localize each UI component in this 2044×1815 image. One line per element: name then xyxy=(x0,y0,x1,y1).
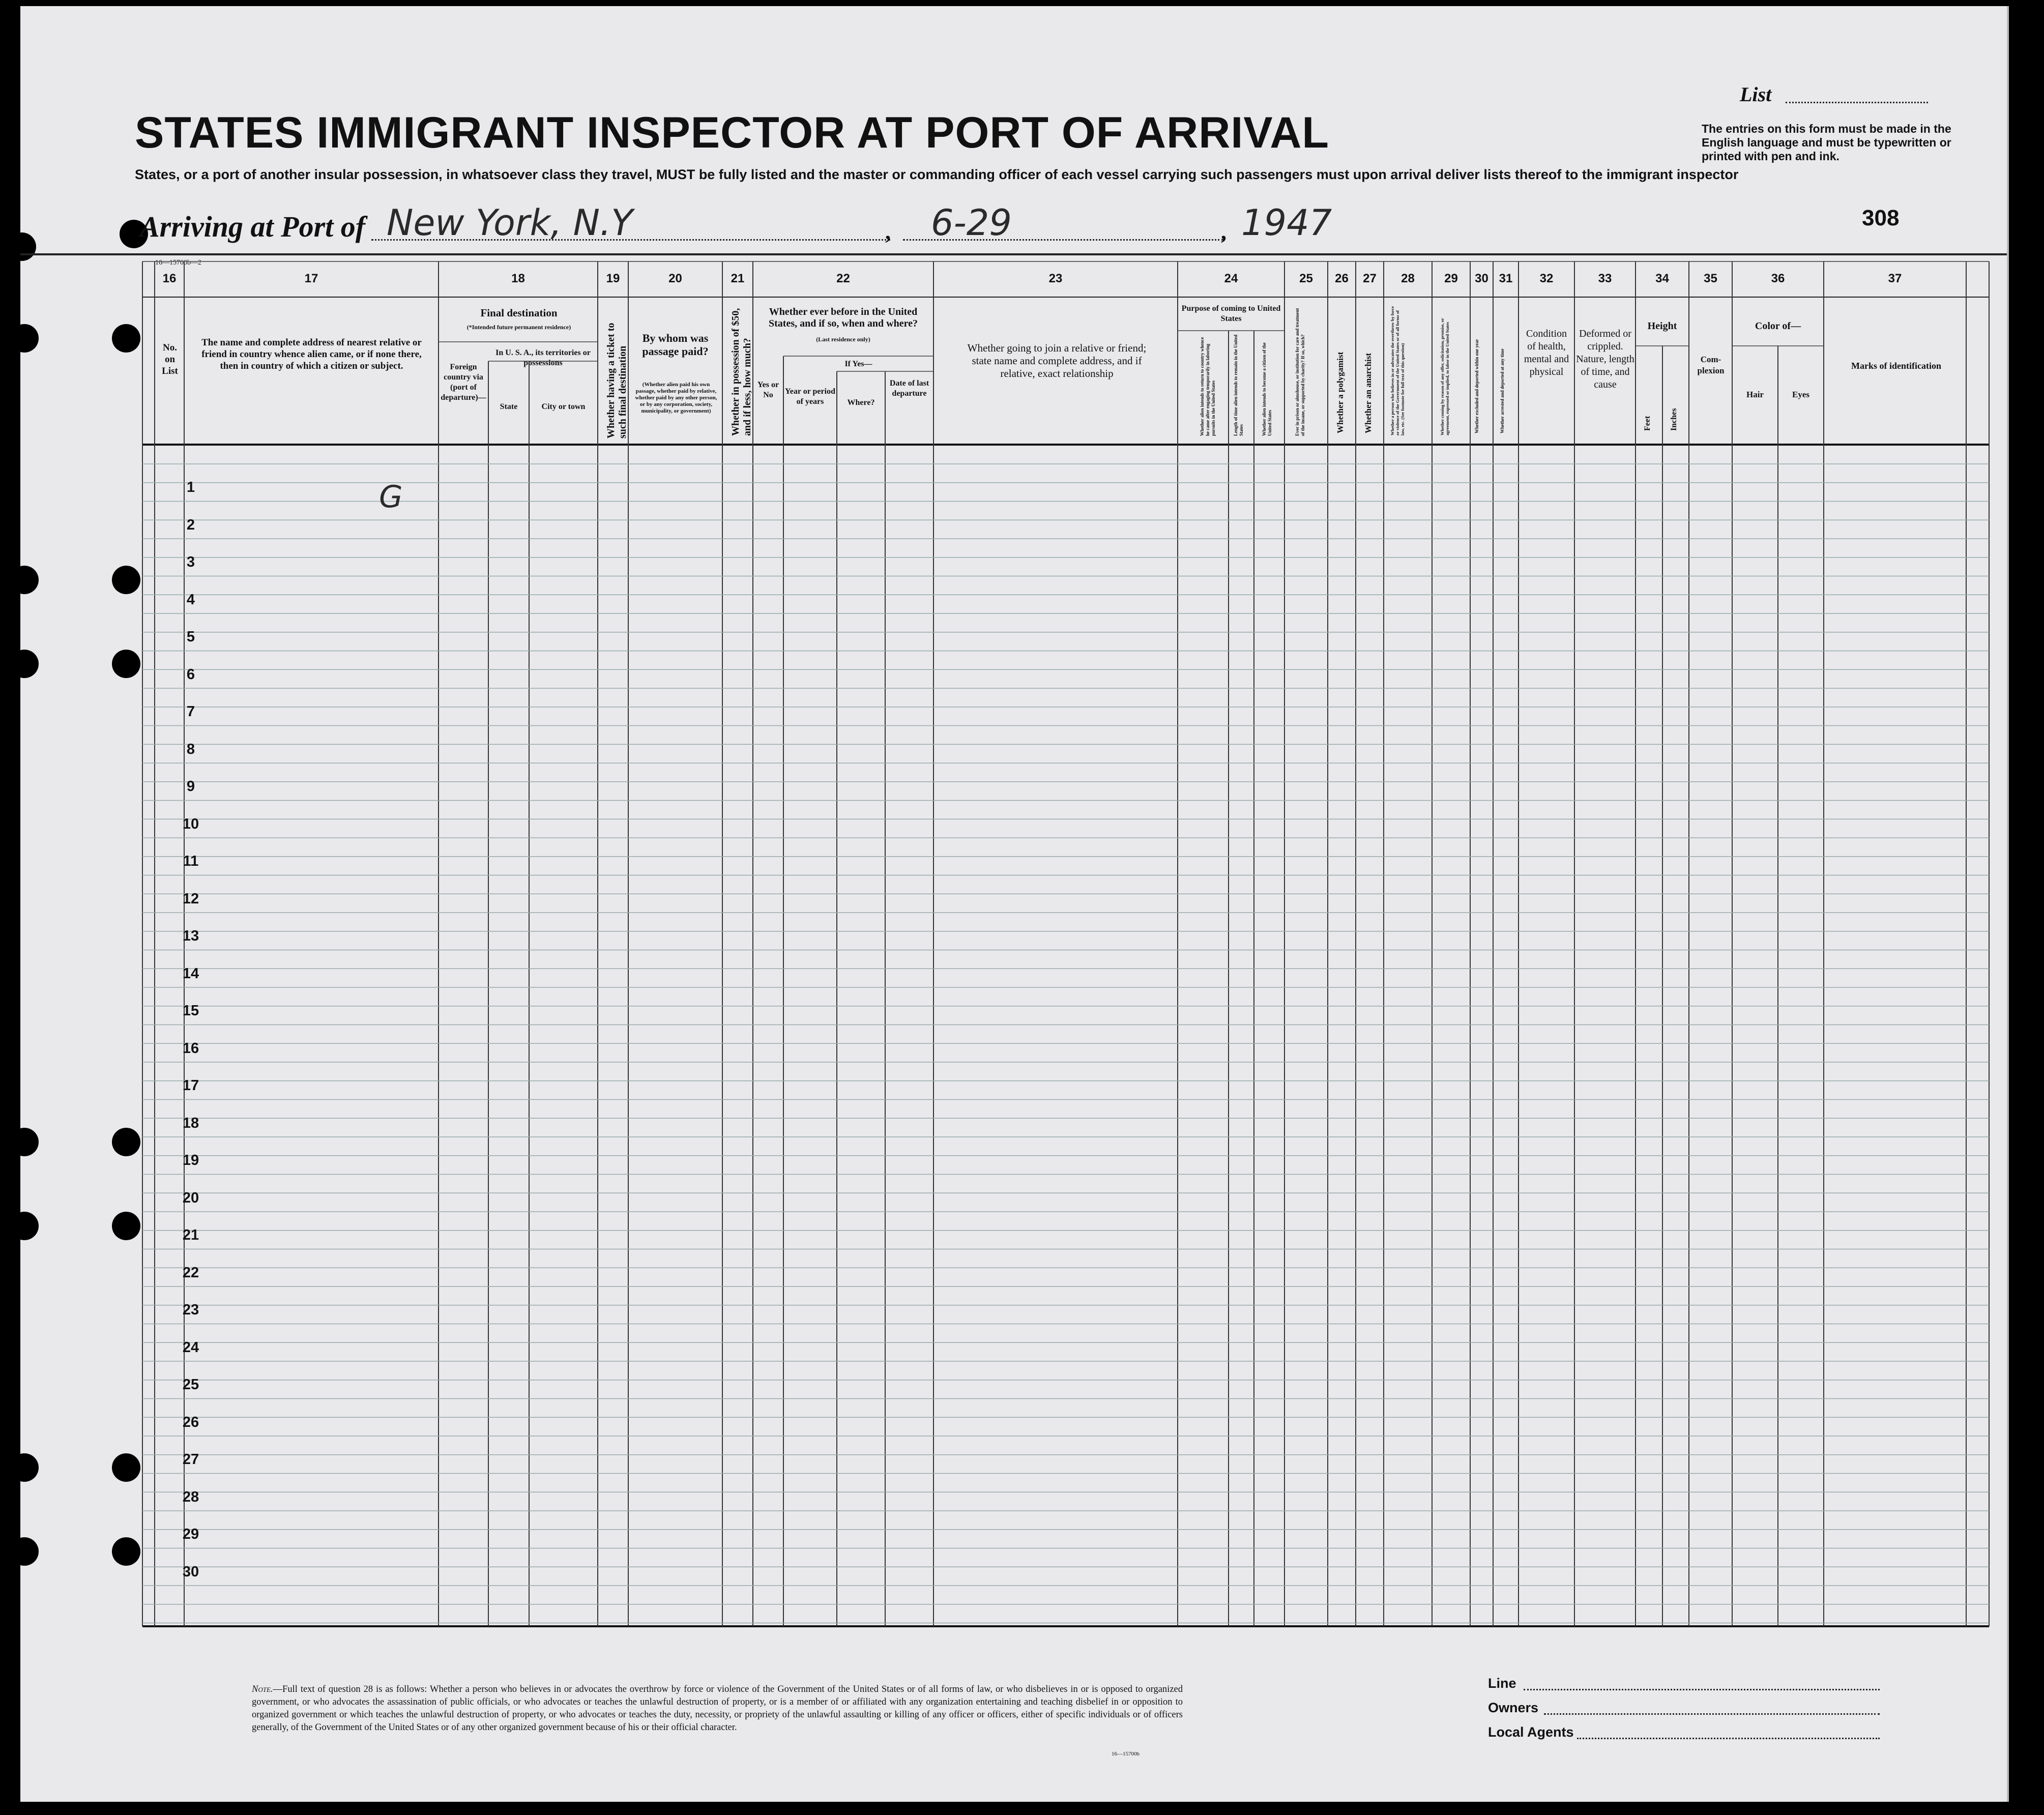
header-in-usa: In U. S. A., its territories or possessions xyxy=(495,348,591,367)
row-number: 3 xyxy=(186,554,195,570)
row-number: 26 xyxy=(182,1414,199,1430)
column-number: 28 xyxy=(1401,272,1415,285)
header-no-on-list: No. on List xyxy=(162,342,178,376)
header-purpose: Purpose of coming to United States xyxy=(1181,304,1281,323)
column-number: 27 xyxy=(1363,272,1377,285)
header-last-departure: Date of last departure xyxy=(889,379,929,398)
row-number: 28 xyxy=(182,1488,199,1505)
column-number: 16 xyxy=(162,272,177,285)
form-code: 16—15700b—2 xyxy=(155,259,201,267)
date-value: 6-29 xyxy=(931,202,1012,244)
column-number: 19 xyxy=(606,272,620,285)
row-number: 16 xyxy=(182,1040,199,1057)
column-number: 35 xyxy=(1704,272,1717,285)
arriving-label: Arriving at Port of xyxy=(140,210,366,243)
port-value: New York, N.Y xyxy=(387,202,633,244)
column-number: 36 xyxy=(1771,272,1785,285)
header-prison-charity: Ever in prison or almshouse, or institution for care and treatment of the insane, or supported by charity? If so, which? xyxy=(1295,308,1305,436)
header-inches: Inches xyxy=(1670,408,1678,431)
header-passage-paid-note: (Whether alien paid his own passage, whether paid by relative, whether paid by any other person, or by any corporation, society, municipality, or government) xyxy=(635,382,717,414)
row-number: 24 xyxy=(182,1339,199,1356)
row-number: 20 xyxy=(182,1189,199,1206)
header-complexion: Complexion xyxy=(1697,355,1725,375)
header-nearest-relative: The name and complete address of nearest relative or friend in country whence alien came, or if none there, then in country of which a citizen or subject. xyxy=(201,337,422,371)
header-ever-in-us: Whether ever before in the United States, and if so, when and where? xyxy=(769,306,918,329)
header-final-destination: Final destination xyxy=(480,307,558,319)
owners-label: Owners xyxy=(1488,1700,1539,1715)
local-agents-field[interactable] xyxy=(1577,1738,1880,1739)
header-question-28: Whether a person who believes in or advocates the overthrow by force or violence of the Government of the United States or of all forms of law, etc. (See footnote for full text of this question) xyxy=(1390,306,1405,435)
comma-separator: , xyxy=(1221,219,1227,244)
header-if-yes: If Yes— xyxy=(844,360,872,368)
row-number: 14 xyxy=(182,965,199,982)
column-number: 32 xyxy=(1539,272,1554,285)
column-number: 23 xyxy=(1048,272,1063,285)
header-purpose-length: Length of time alien intends to remain in the United States xyxy=(1233,334,1244,436)
column-number: 37 xyxy=(1888,272,1902,285)
row-number: 8 xyxy=(186,741,195,757)
header-eyes: Eyes xyxy=(1792,390,1809,399)
header-ticket: Whether having a ticket to such final destination xyxy=(605,323,628,438)
header-ever-in-us-note: (Last residence only) xyxy=(816,336,870,343)
line-field[interactable] xyxy=(1524,1689,1880,1690)
header-state: State xyxy=(500,402,518,411)
line-label: Line xyxy=(1488,1676,1516,1691)
column-number: 34 xyxy=(1655,272,1669,285)
instructions-note: The entries on this form must be made in the English language and must be typewritten or printed with pen and ink. xyxy=(1702,122,1951,163)
column-number: 17 xyxy=(304,272,318,285)
header-fifty-dollars: Whether in possession of $50, and if less, how much? xyxy=(730,308,753,436)
column-number: 18 xyxy=(511,272,525,285)
header-polygamist: Whether a polygamist xyxy=(1335,352,1345,433)
header-arrested: Whether arrested and deported at any time xyxy=(1500,348,1505,433)
local-agents-label: Local Agents xyxy=(1488,1724,1574,1740)
row-number: 17 xyxy=(182,1077,199,1094)
row-number: 23 xyxy=(182,1302,199,1318)
manifest-sheet xyxy=(20,6,2009,1802)
form-code-bottom: 16—15700b xyxy=(1112,1751,1140,1757)
header-height: Height xyxy=(1647,320,1677,332)
row-number: 30 xyxy=(182,1563,199,1580)
row-number: 25 xyxy=(182,1377,199,1393)
row-number: 19 xyxy=(182,1152,199,1168)
header-health: Condition of health, mental and physical xyxy=(1524,328,1569,377)
header-deformed: Deformed or crippled. Nature, length of time, and cause xyxy=(1576,328,1634,390)
form-title: STATES IMMIGRANT INSPECTOR AT PORT OF ARRIVAL xyxy=(135,108,1329,157)
row-number: 9 xyxy=(186,778,195,795)
row-number: 6 xyxy=(186,666,195,683)
row-number: 21 xyxy=(182,1227,199,1243)
row-number: 12 xyxy=(182,890,199,907)
column-number: 30 xyxy=(1475,272,1488,285)
column-number: 26 xyxy=(1335,272,1349,285)
row-number: 29 xyxy=(182,1526,199,1542)
row-number: 18 xyxy=(182,1115,199,1131)
sheet-number: 308 xyxy=(1862,206,1900,230)
column-number: 20 xyxy=(668,272,682,285)
header-city-or-town: City or town xyxy=(541,402,586,411)
form-subtitle: States, or a port of another insular possession, in whatsoever class they travel, MUST be fully listed and the master or commanding officer of each vessel carrying such passengers must upon arrival deliver lists thereof to the immigrant inspector xyxy=(135,167,1739,182)
owners-field[interactable] xyxy=(1544,1713,1880,1715)
header-year-period: Year or period of years xyxy=(785,387,835,406)
row-number: 15 xyxy=(182,1003,199,1019)
header-yes-no: Yes or No xyxy=(757,380,779,399)
footnote-text: —Full text of question 28 is as follows: Whether a person who believes in or advocates the overthrow by force or violence of the Government of the United States or of all forms of law, or who disbelieves in or is opposed to organized government, or who advocates the assassination of public officials, or who advocates or teaches the unlawful destruction of property, or is a member of or affiliated with any organization entertaining and teaching disbelief in or opposition to organized government or which teaches the unlawful destruction of property, or who advocates or teaches the duty, necessity, or propriety of the unlawful assaulting or killing of any officer or officers, either of specific individuals or of officers generally, of the Government of the United States or of any other organized government because of his or their official character. xyxy=(252,1684,1183,1733)
header-where: Where? xyxy=(847,398,875,407)
column-number: 33 xyxy=(1598,272,1612,285)
row-number: 22 xyxy=(182,1264,199,1281)
header-final-destination-note: (*Intended future permanent residence) xyxy=(466,324,571,331)
footnote-label: Note. xyxy=(252,1684,273,1694)
column-number: 31 xyxy=(1499,272,1513,285)
row-number: 4 xyxy=(186,591,195,608)
row-number: 27 xyxy=(182,1451,199,1468)
row-number: 10 xyxy=(182,815,199,832)
row-number: 1 xyxy=(186,479,195,495)
header-join-relative: Whether going to join a relative or friend; state name and complete address, and if relative, exact relationship xyxy=(967,342,1147,379)
column-number: 21 xyxy=(731,272,745,285)
row-number: 13 xyxy=(182,928,199,944)
header-feet: Feet xyxy=(1643,416,1652,431)
header-hair: Hair xyxy=(1746,390,1764,399)
comma-separator: , xyxy=(885,219,891,244)
column-number: 25 xyxy=(1299,272,1313,285)
row-number: 2 xyxy=(186,516,195,533)
header-purpose-return: Whether alien intends to return to country whence he came after engaging temporarily in laboring pursuits in the United States xyxy=(1200,337,1216,436)
header-labor-offer: Whether coming by reason of any offer, solicitation, promise, or agreement, expressed or implied, to labor in the United States xyxy=(1440,318,1450,435)
column-number: 24 xyxy=(1224,272,1238,285)
list-label: List xyxy=(1740,83,1772,106)
row-number: 7 xyxy=(186,704,195,720)
column-number: 29 xyxy=(1444,272,1458,285)
header-excluded: Whether excluded and deported within one year xyxy=(1474,339,1479,433)
header-color-of: Color of— xyxy=(1755,320,1801,332)
year-value: 1947 xyxy=(1241,202,1332,244)
header-passage-paid: By whom was passage paid? xyxy=(642,332,709,358)
handwritten-mark: G xyxy=(379,479,403,515)
row-number: 5 xyxy=(186,629,195,645)
header-purpose-citizen: Whether alien intends to become a citizen of the United States xyxy=(1262,342,1272,436)
row-number: 11 xyxy=(183,853,199,869)
footnote xyxy=(252,1683,1183,1734)
header-foreign-country: Foreign country via (port of departure)— xyxy=(441,363,486,402)
header-anarchist: Whether an anarchist xyxy=(1363,353,1373,433)
header-marks-identification: Marks of identification xyxy=(1851,361,1941,371)
column-number: 22 xyxy=(836,272,850,285)
